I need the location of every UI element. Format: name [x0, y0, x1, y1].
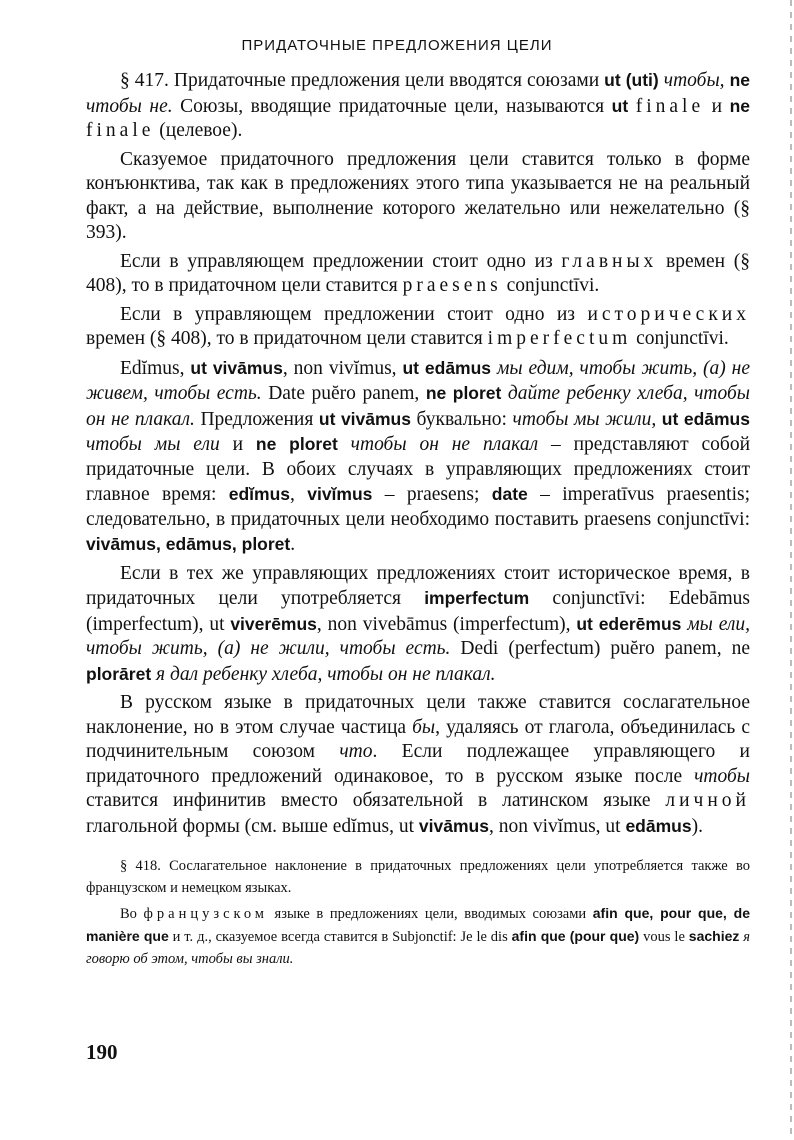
section-418 — [86, 855, 750, 970]
paragraph-examples-praesens: Edĭmus, ut vivāmus, non vivĭmus, ut edāmus мы едим, чтобы жить, (а) не живем, чтобы есть. Date puĕro panem, ne ploret дайте ребенку хлеба, чтобы он не плакал. Предложения ut vivāmus буквально: чтобы мы жили, ut edāmus чтобы мы ели и ne ploret чтобы он не плакал – представляют собой придаточные цели. В обоих случаях в управляющих предложениях стоит главное время: edĭmus, vivĭmus – praesens; date – imperatīvus praesentis; следовательно, в придаточных цели необходимо поставить praesens conjunctīvi: vivāmus, edāmus, ploret. — [86, 357, 751, 555]
paragraph-historic-tenses: Если в управляющем предложении стоит одно из исторических времен (§ 408), то в придаточном цели ставится imperfectum conjunctīvi. — [86, 303, 750, 349]
paragraph-russian: В русском языке в придаточных цели также ставится сослагательное наклонение, но в этом случае частица бы, удаляясь от глагола, объединилась с подчинительным союзом что. Если подлежащее управляющего и придаточного предложений одинаковое, то в русском языке после чтобы ставится инфинитив вместо обязательной в латинском языке личной глагольной формы (см. выше edĭmus, ut vivāmus, non vivĭmus, ut edāmus). — [86, 692, 751, 837]
section-number: § 417. — [120, 70, 169, 91]
paragraph-conjunctive: Сказуемое придаточного предложения цели ставится только в форме конъюнктива, так как в предложениях этого типа указывается не на реальный факт, а на действие, выполнение которого желательно или нежелательно (§ 393). — [86, 148, 750, 243]
page-number: 190 — [86, 1040, 118, 1064]
paragraph-main-tenses: Если в управляющем предложении стоит одно из главных времен (§ 408), то в придаточном цели ставится praesens conjunctīvi. — [86, 250, 751, 296]
main-text — [86, 68, 750, 973]
paragraph-417: § 417. Придаточные предложения цели вводятся союзами ut (uti) чтобы, ne чтобы не. Союзы, вводящие придаточные цели, называются ut finale и ne finale (целевое). — [86, 70, 751, 141]
page-edge — [790, 0, 792, 1140]
paragraph-examples-imperfectum: Если в тех же управляющих предложениях стоит историческое время, в придаточных цели употребляется imperfectum conjunctīvi: Edebāmus (imperfectum), ut viverēmus, non vivebāmus (imperfectum), ut ederēmus мы ели, чтобы жить, (а) не жили, чтобы есть. Dedi (perfectum) puĕro panem, ne plorāret я дал ребенку хлеба, чтобы он не плакал. — [86, 562, 751, 685]
running-header: ПРИДАТОЧНЫЕ ПРЕДЛОЖЕНИЯ ЦЕЛИ — [241, 37, 553, 54]
paragraph-french: Во французском языке в предложениях цели, вводимых союзами afin que, pour que, de manière que и т. д., сказуемое всегда ставится в Subjonctif: Je le dis afin que (pour que) vous le sachiez я говорю об этом, чтобы вы знали. — [86, 905, 751, 967]
paragraph-418: § 418. Сослагательное наклонение в придаточных предложениях цели употребляется также во французском и немецком языках. — [86, 858, 750, 896]
